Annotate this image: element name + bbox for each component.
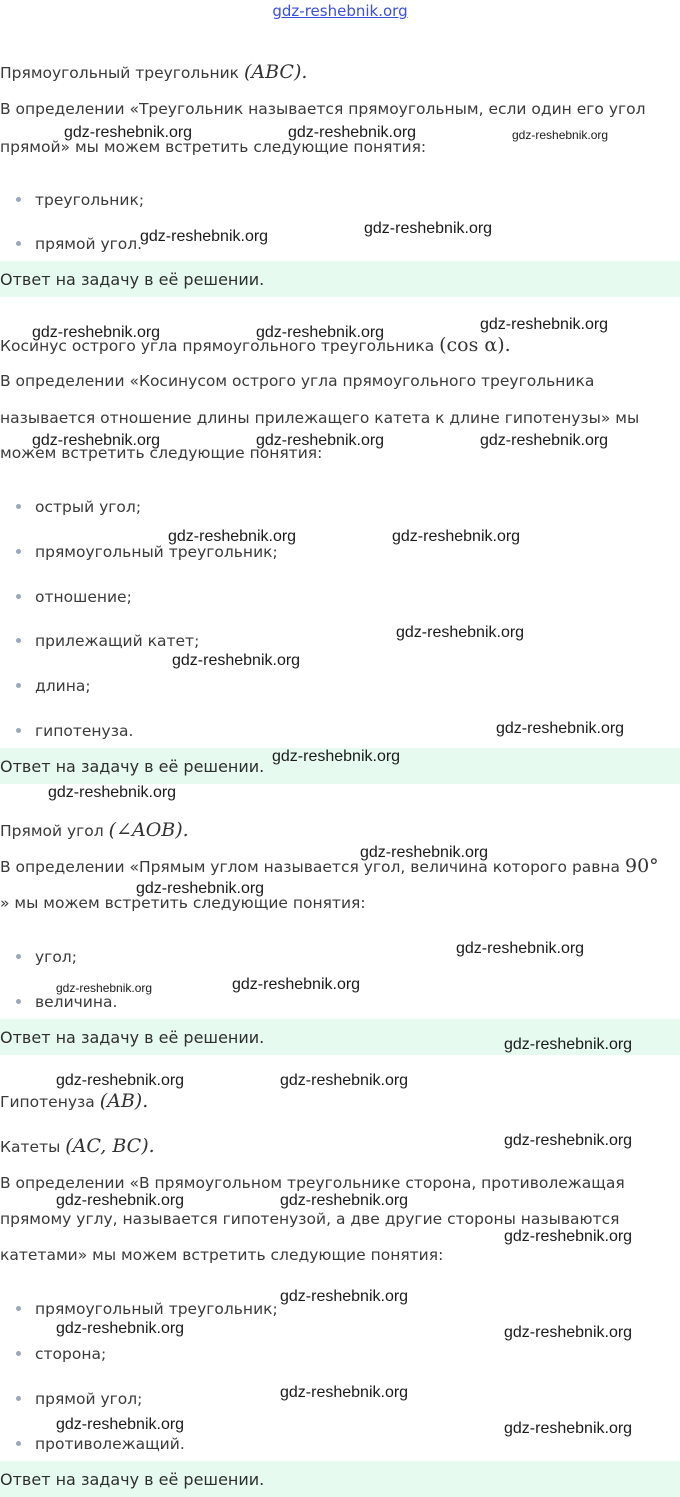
bullet-icon [16,549,21,554]
watermark: gdz-reshebnik.org [504,1324,633,1341]
list-item: прямой угол; [16,1389,142,1409]
watermark: gdz-reshebnik.org [504,1132,633,1149]
list-item: острый угол; [16,497,141,517]
list-item: прямой угол. [16,234,142,254]
section-2-definition-line: называется отношение длины прилежащего катета к длине гипотенузы» мы [0,409,640,427]
watermark: gdz-reshebnik.org [456,940,585,957]
list-item: прямоугольный треугольник; [16,542,278,562]
list-item: прямоугольный треугольник; [16,1299,278,1319]
answer-box: Ответ на задачу в её решении. [0,261,680,297]
bullet-icon [16,683,21,688]
bullet-icon [16,594,21,599]
watermark: gdz-reshebnik.org [64,124,193,141]
list-item: прилежащий катет; [16,631,199,651]
site-header [0,2,680,20]
answer-box: Ответ на задачу в её решении. [0,1461,680,1497]
answer-box: Ответ на задачу в её решении. [0,1019,680,1055]
section-3-definition-line: В определении «Прямым углом называется угол, величина которого равна 90° [0,855,659,877]
watermark: gdz-reshebnik.org [496,720,625,737]
section-4-title: Гипотенуза (AB). [0,1090,149,1112]
section-2-definition-line: можем встретить следующие понятия: [0,444,323,462]
list-item: величина. [16,992,117,1012]
list-item: гипотенуза. [16,721,133,741]
watermark: gdz-reshebnik.org [504,1036,633,1053]
bullet-icon [16,197,21,202]
bullet-icon [16,954,21,959]
watermark: gdz-reshebnik.org [280,1192,409,1209]
section-2-definition-line: В определении «Косинусом острого угла прямоугольного треугольника [0,372,595,390]
bullet-icon [16,241,21,246]
list-item: сторона; [16,1344,106,1364]
list-item: треугольник; [16,190,144,210]
section-1-title: Прямоугольный треугольник (ABC). [0,61,308,83]
section-3-definition-line: » мы можем встретить следующие понятия: [0,894,366,912]
watermark: gdz-reshebnik.org [32,432,161,449]
watermark: gdz-reshebnik.org [280,1288,409,1305]
bullet-icon [16,999,21,1004]
bullet-icon [16,504,21,509]
section-2-title: Косинус острого угла прямоугольного треугольника (cos α). [0,334,511,356]
section-1-definition-line: В определении «Треугольник называется прямоугольным, если один его угол [0,100,646,118]
watermark: gdz-reshebnik.org [280,1384,409,1401]
watermark: gdz-reshebnik.org [280,1072,409,1089]
watermark: gdz-reshebnik.org [256,324,385,341]
watermark: gdz-reshebnik.org [512,128,609,142]
watermark: gdz-reshebnik.org [480,316,609,333]
section-4-subtitle: Катеты (AC, BC). [0,1135,155,1157]
watermark: gdz-reshebnik.org [56,1320,185,1337]
bullet-icon [16,638,21,643]
watermark: gdz-reshebnik.org [56,1416,185,1433]
watermark: gdz-reshebnik.org [56,1072,185,1089]
watermark: gdz-reshebnik.org [288,124,417,141]
section-1-definition-line: прямой» мы можем встретить следующие понятия: [0,138,427,156]
list-item: длина; [16,676,91,696]
bullet-icon [16,728,21,733]
watermark: gdz-reshebnik.org [32,324,161,341]
watermark: gdz-reshebnik.org [168,528,297,545]
list-item: противолежащий. [16,1434,185,1454]
watermark: gdz-reshebnik.org [140,228,269,245]
watermark: gdz-reshebnik.org [48,784,177,801]
watermark: gdz-reshebnik.org [392,528,521,545]
watermark: gdz-reshebnik.org [364,220,493,237]
watermark: gdz-reshebnik.org [504,1228,633,1245]
bullet-icon [16,1396,21,1401]
watermark: gdz-reshebnik.org [256,432,385,449]
list-item: угол; [16,947,77,967]
watermark: gdz-reshebnik.org [360,844,489,861]
watermark: gdz-reshebnik.org [480,432,609,449]
watermark: gdz-reshebnik.org [56,1192,185,1209]
section-3-title: Прямой угол (∠AOB). [0,819,189,841]
bullet-icon [16,1441,21,1446]
watermark: gdz-reshebnik.org [396,624,525,641]
answer-box: Ответ на задачу в её решении. [0,748,680,784]
section-4-definition-line: В определении «В прямоугольном треугольнике сторона, противолежащая [0,1174,625,1192]
section-4-definition-line: прямому углу, называется гипотенузой, а две другие стороны называются [0,1210,620,1228]
watermark: gdz-reshebnik.org [56,981,153,995]
section-4-definition-line: катетами» мы можем встретить следующие понятия: [0,1246,444,1264]
watermark: gdz-reshebnik.org [272,748,401,765]
site-link[interactable]: gdz-reshebnik.org [272,2,408,20]
watermark: gdz-reshebnik.org [136,880,265,897]
watermark: gdz-reshebnik.org [232,976,361,993]
list-item: отношение; [16,587,132,607]
watermark: gdz-reshebnik.org [504,1420,633,1437]
bullet-icon [16,1351,21,1356]
watermark: gdz-reshebnik.org [172,652,301,669]
bullet-icon [16,1306,21,1311]
